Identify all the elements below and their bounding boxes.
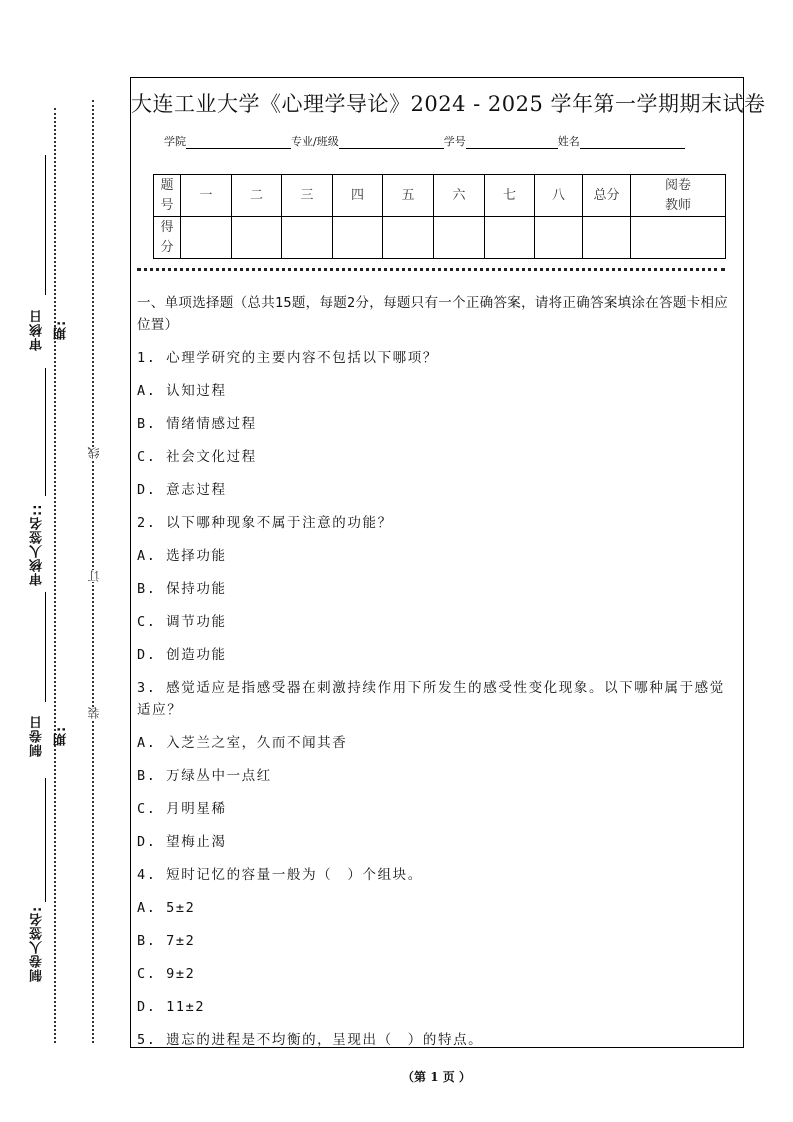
score-header: 得分 [154,217,181,259]
option: A. 5±2 [137,900,196,916]
binding-char-zhuang: 装 [87,707,101,719]
score-cell-3[interactable] [282,217,333,259]
binding-char-ding: 订 [87,570,101,582]
question-stem: 1. 心理学研究的主要内容不包括以下哪项？ [137,350,438,366]
col-2: 二 [232,175,282,217]
major-class-field[interactable] [339,136,444,149]
score-cell-5[interactable] [383,217,434,259]
question-stem: 4. 短时记忆的容量一般为（ ）个组块。 [137,867,423,883]
col-4: 四 [333,175,383,217]
option: D. 望梅止渴 [137,834,227,850]
col-5: 五 [383,175,434,217]
score-cell-1[interactable] [181,217,232,259]
option: B. 万绿丛中一点红 [137,768,272,784]
question-number-header: 题号 [154,175,181,217]
student-id-label: 学号 [443,135,466,148]
score-cell-8[interactable] [535,217,583,259]
exam-title: 大连工业大学《心理学导论》2024 - 2025 学年第一学期期末试卷 [131,92,766,116]
signature-line [45,368,46,496]
dotted-separator [137,268,725,271]
option: A. 选择功能 [137,548,227,564]
section-title: 一、单项选择题（总共15题，每题2分，每题只有一个正确答案，请将正确答案填涂在答题卡相应位置） [137,295,729,333]
score-cell-2[interactable] [232,217,282,259]
college-label: 学院 [164,135,186,148]
col-1: 一 [181,175,232,217]
option: B. 情绪情感过程 [137,416,257,432]
option: C. 月明星稀 [137,801,227,817]
name-field[interactable] [580,136,685,149]
option: C. 社会文化过程 [137,449,257,465]
exam-content [137,292,737,1062]
option: A. 认知过程 [137,383,227,399]
option: A. 入芝兰之室，久而不闻其香 [137,735,348,751]
exam-frame [130,77,766,1048]
col-7: 七 [485,175,535,217]
option: D. 创造功能 [137,647,227,663]
option: B. 保持功能 [137,581,227,597]
student-id-field[interactable] [466,136,558,149]
score-table-score-row [154,217,726,259]
option: C. 调节功能 [137,614,227,630]
major-class-label: 专业/班级 [291,135,339,148]
score-cell-6[interactable] [434,217,485,259]
page-number: （第 1 页 ） [402,1070,471,1084]
score-cell-4[interactable] [333,217,383,259]
signature-line [45,778,46,902]
col-8: 八 [535,175,583,217]
col-3: 三 [282,175,333,217]
option: D. 意志过程 [137,482,227,498]
college-field[interactable] [186,136,291,149]
score-cell-grader[interactable] [631,217,726,259]
signature-line [45,592,46,702]
dotted-binding-line-inner [54,108,56,1043]
option: D. 11±2 [137,999,206,1015]
score-table [153,174,726,259]
question-stem: 2. 以下哪种现象不属于注意的功能？ [137,515,393,531]
signature-line [45,155,46,295]
question-stem: 3. 感觉适应是指感受器在刺激持续作用下所发生的感受性变化现象。以下哪种属于感觉适应？ [137,680,725,718]
student-info-row [164,133,685,149]
col-grader: 阅卷教师 [631,175,726,217]
option: B. 7±2 [137,933,196,949]
binding-char-xian: 线 [87,447,101,459]
col-total: 总分 [583,175,631,217]
question-stem: 5. 遗忘的进程是不均衡的，呈现出（ ）的特点。 [137,1032,484,1048]
review-date-label: 审核日期: [26,300,50,360]
reviewer-signature-label: 审核人签名:: [26,500,50,590]
paper-date-label: 制卷日期: [26,705,50,767]
col-6: 六 [434,175,485,217]
option: C. 9±2 [137,966,196,982]
score-table-header-row [154,175,726,217]
score-cell-total[interactable] [583,217,631,259]
score-cell-7[interactable] [485,217,535,259]
paper-author-signature-label: 制卷人签名: [26,905,50,983]
name-label: 姓名 [557,135,580,148]
